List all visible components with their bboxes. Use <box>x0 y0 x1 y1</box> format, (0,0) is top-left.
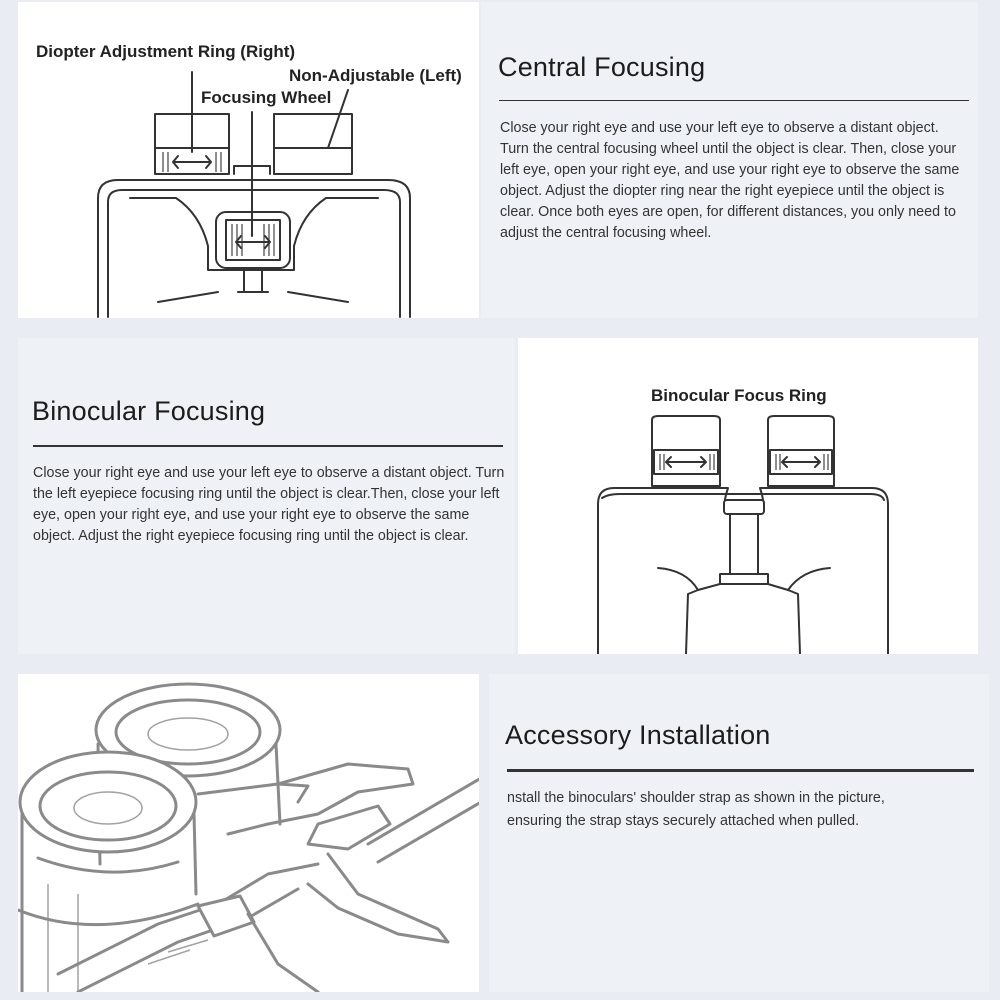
central-text-panel <box>481 2 978 318</box>
binocular-diagram-panel <box>518 338 978 654</box>
strap-installation-diagram <box>18 674 479 992</box>
central-diagram-panel <box>18 2 479 318</box>
binocular-text-panel <box>18 338 515 654</box>
focus-ring-label: Binocular Focus Ring <box>651 386 827 405</box>
accessory-divider <box>507 769 974 772</box>
accessory-installation-title: Accessory Installation <box>505 720 771 750</box>
accessory-text-panel <box>489 674 989 992</box>
non-adjustable-label: Non-Adjustable (Left) <box>289 66 462 85</box>
binocular-focusing-text: Close your right eye and use your left eye to observe a distant object. Turn the left eyepiece focusing ring until the object is clear.Then, close your left eye, open your right eye, and use your right eye to observe the same object. Adjust the right eyepiece focusing ring until the object is clear. <box>33 465 505 544</box>
binocular-divider <box>33 445 503 447</box>
central-focusing-title: Central Focusing <box>498 52 706 82</box>
binocular-focusing-title: Binocular Focusing <box>32 396 266 426</box>
accessory-installation-text: nstall the binoculars' shoulder strap as shown in the picture, ensuring the strap stays securely attached when pulled. <box>507 790 885 829</box>
central-divider <box>499 100 969 101</box>
accessory-diagram-panel <box>18 674 479 992</box>
focusing-wheel-label: Focusing Wheel <box>201 88 332 107</box>
diopter-label: Diopter Adjustment Ring (Right) <box>36 42 296 61</box>
central-focusing-text: Close your right eye and use your left eye to observe a distant object. Turn the central focusing wheel until the object is clear. Then, close your left eye, open your right eye, and use your right eye to observe the same object. Adjust the diopter ring near the right eyepiece until the object is clear. Once both eyes are open, for different distances, you only need to adjust the central focusing wheel. <box>500 120 960 241</box>
